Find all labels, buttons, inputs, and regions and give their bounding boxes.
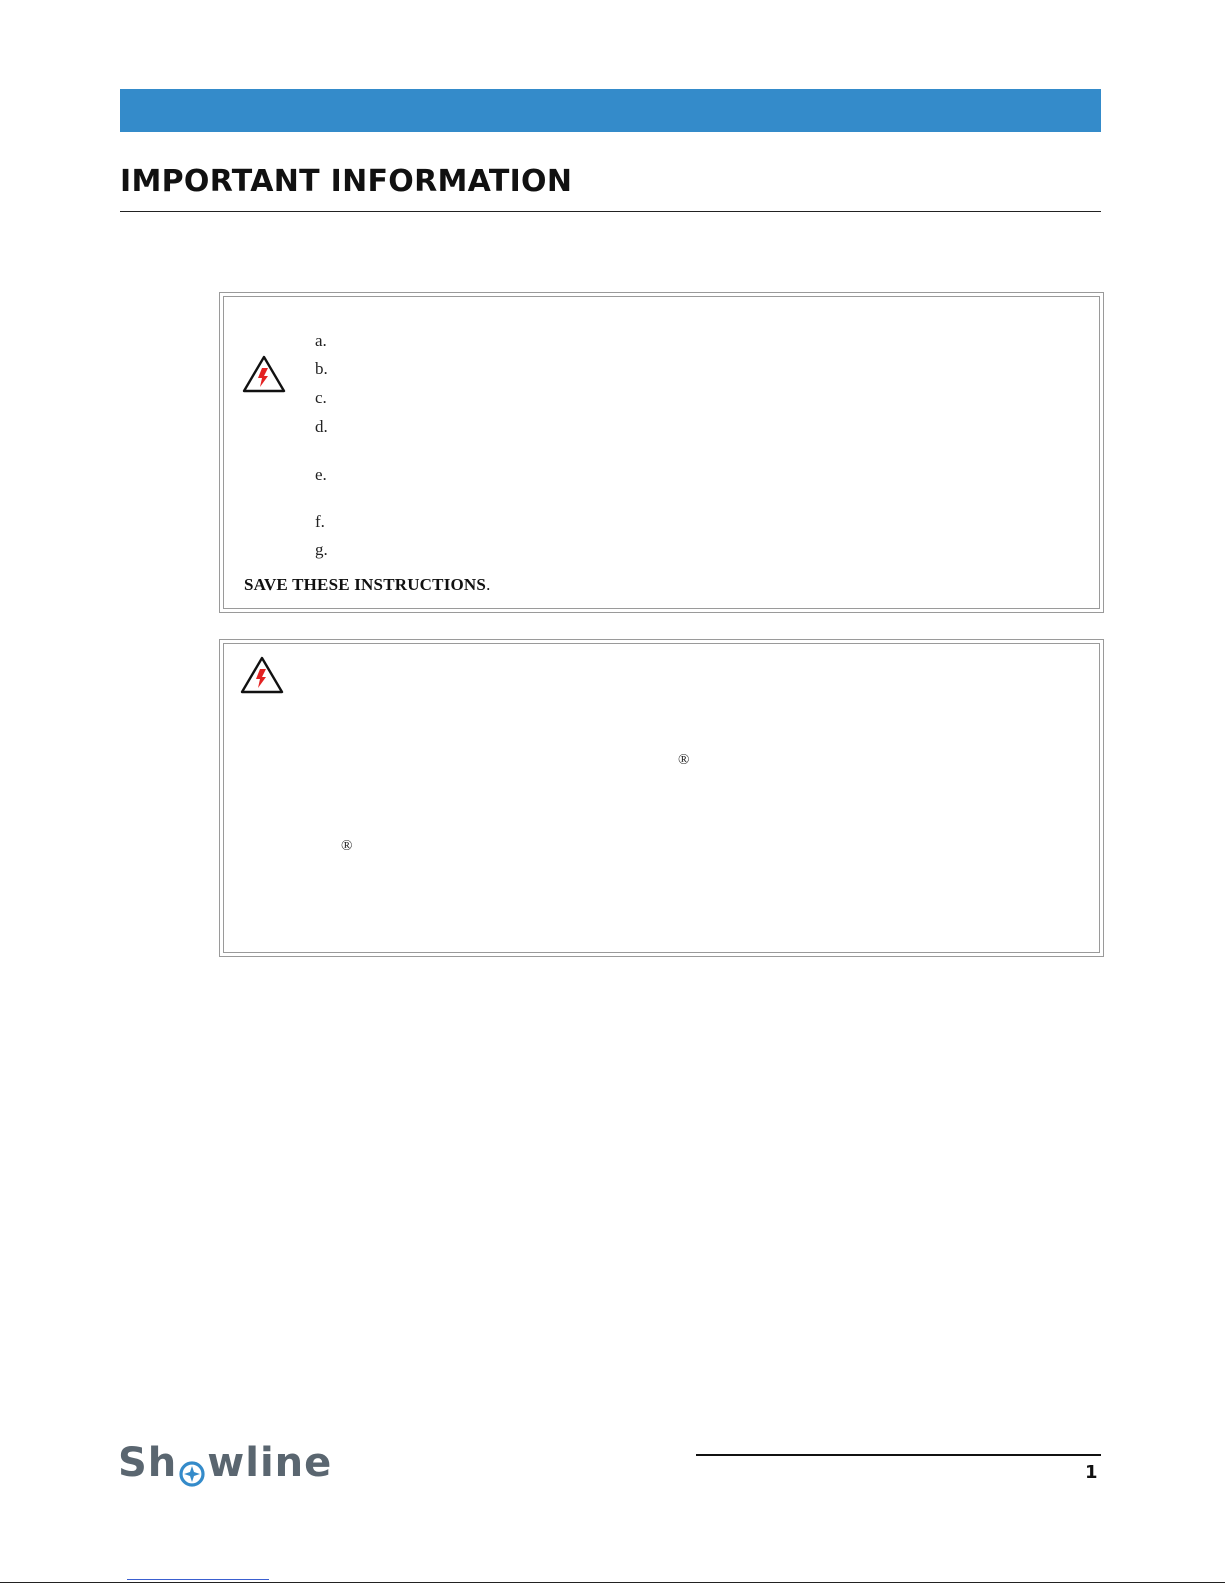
safety-instructions-box xyxy=(219,292,1104,613)
logo-text-prefix: Sh xyxy=(118,1440,178,1486)
title-divider xyxy=(120,211,1101,212)
page-title: IMPORTANT INFORMATION xyxy=(120,164,573,199)
notice-box xyxy=(219,639,1104,957)
compass-o-icon xyxy=(178,1452,206,1480)
list-marker-f: f. xyxy=(315,512,325,531)
list-marker-c: c. xyxy=(315,388,327,407)
list-marker-g: g. xyxy=(315,540,328,559)
box-inner-border xyxy=(223,643,1100,953)
list-marker-a: a. xyxy=(315,331,327,350)
box-inner-border xyxy=(223,296,1100,609)
save-instructions-period: . xyxy=(486,575,491,594)
showline-logo xyxy=(118,1440,332,1486)
registered-trademark-mark: ® xyxy=(678,752,690,768)
page-number: 1 xyxy=(1085,1462,1098,1483)
bottom-edge-rule xyxy=(0,1582,1225,1583)
list-marker-e: e. xyxy=(315,465,327,484)
save-instructions-text xyxy=(244,575,491,595)
footer-divider xyxy=(696,1454,1101,1456)
list-marker-d: d. xyxy=(315,417,328,436)
save-instructions-label: SAVE THESE INSTRUCTIONS xyxy=(244,575,487,594)
electrical-hazard-warning-icon xyxy=(242,355,286,393)
header-color-bar xyxy=(120,89,1101,132)
logo-text-suffix: wline xyxy=(207,1440,333,1486)
electrical-hazard-warning-icon xyxy=(240,656,284,694)
registered-trademark-mark: ® xyxy=(341,838,353,854)
list-marker-b: b. xyxy=(315,359,328,378)
bottom-link-underline xyxy=(127,1579,269,1580)
